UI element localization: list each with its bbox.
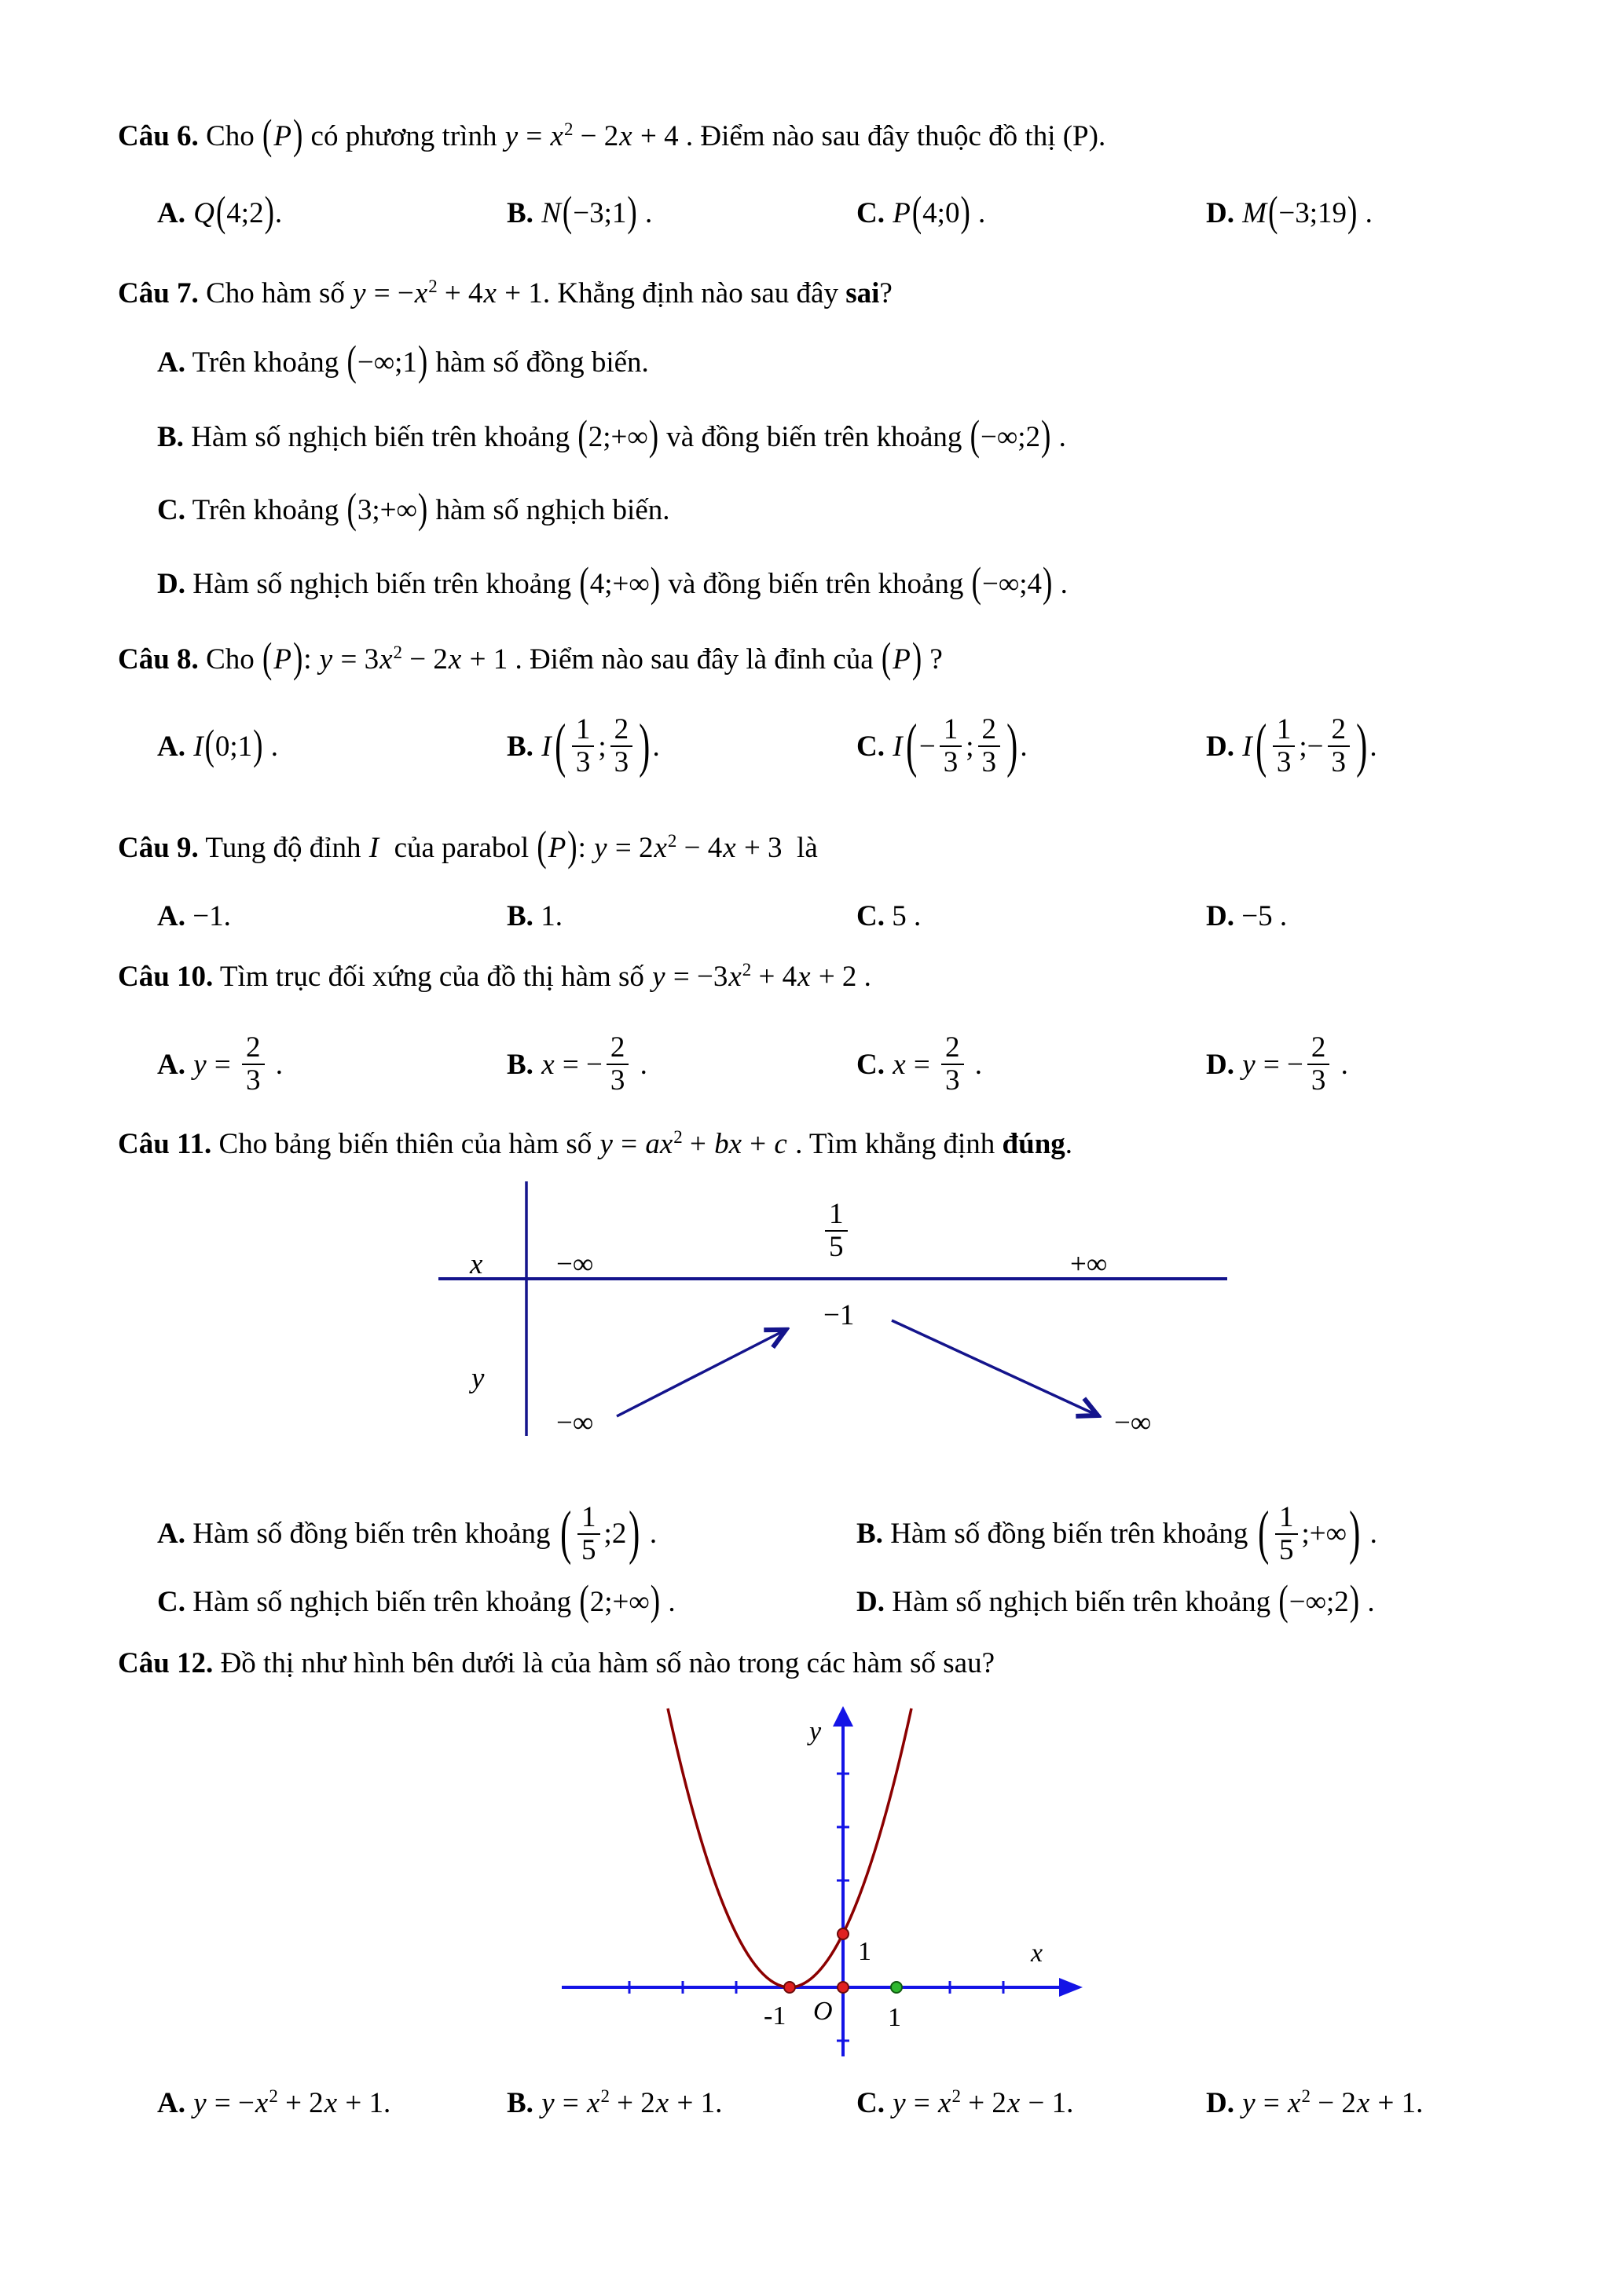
parabola-curve <box>668 1708 911 1987</box>
q9-answer-b: B. 1. <box>507 900 563 932</box>
table-y-label: y <box>471 1362 485 1394</box>
variation-table <box>432 1177 1234 1483</box>
x-axis-label: x <box>1031 1939 1043 1968</box>
x-plus1-label: 1 <box>888 2003 901 2032</box>
point-1-0 <box>891 1982 902 1993</box>
table-x-vertex-value: $\frac{1}{5}$ <box>821 1199 852 1263</box>
point-0-1 <box>838 1928 849 1939</box>
table-x-right-limit: +∞ <box>1070 1248 1108 1280</box>
q11-answer-d: D. Hàm số nghịch biến trên khoảng (−∞;2) . <box>856 1577 1375 1625</box>
decrease-arrow <box>892 1320 1096 1415</box>
question-12-text: Câu 12. Đồ thị như hình bên dưới là của hàm số nào trong các hàm số sau? <box>118 1647 995 1679</box>
y-plus1-label: 1 <box>858 1937 871 1966</box>
parabola-figure-canvas <box>550 1705 1179 2066</box>
q8-answer-c: C. I ( − $\frac{1}{3}$ ; $\frac{2}{3}$ ) . <box>856 712 1028 780</box>
q9-answer-a: A. −1. <box>157 900 231 932</box>
question-11-answers-row-1 <box>0 1477 1624 1591</box>
question-11-text: Câu 11. Cho bảng biến thiên của hàm số $y = ax^2$ + bx + c . Tìm khẳng định đúng. <box>118 1127 1073 1160</box>
q8-answer-d: D. I ( $\frac{1}{3}$ ;− $\frac{2}{3}$ ) . <box>1206 712 1377 780</box>
q11-answer-b: B. Hàm số đồng biến trên khoảng ( $\frac{1}{5}$ ;+∞ ) . <box>856 1500 1377 1567</box>
x-minus1-label: -1 <box>764 2001 786 2031</box>
x-axis-arrowhead <box>1059 1978 1083 1997</box>
question-8-answers <box>0 691 1624 801</box>
q10-answer-b: B. x = − $\frac{2}{3}$ . <box>507 1031 647 1097</box>
q7-answer-a: A. Trên khoảng (−∞;1) hàm số đồng biến. <box>157 338 649 386</box>
question-12-answers <box>0 2086 1624 2133</box>
q12-answer-c: C. $y = x^2 + 2x - 1$. <box>856 2086 1074 2119</box>
table-y-right-limit: −∞ <box>1114 1407 1152 1439</box>
q12-answer-b: B. $y = x^2 + 2x + 1$. <box>507 2086 723 2119</box>
q11-answer-a: A. Hàm số đồng biến trên khoảng ( $\frac{1}{5}$ ;2 ) . <box>157 1500 658 1567</box>
q7-answer-c: C. Trên khoảng (3;+∞) hàm số nghịch biến. <box>157 485 670 533</box>
q6-answer-a: A. Q(4;2). <box>157 189 283 236</box>
question-9-text: Câu 9. Tung độ đỉnh I của parabol (P): $y = 2x^2 - 4x + 3$ là <box>118 823 818 871</box>
parabola-figure <box>550 1705 1179 2066</box>
question-10-answers <box>0 1009 1624 1119</box>
point-vertex-minus1-0 <box>784 1982 795 1993</box>
q12-answer-a: A. $y = -x^2 + 2x + 1$. <box>157 2086 391 2119</box>
y-axis-arrowhead <box>833 1706 853 1727</box>
question-11-answers-row-2 <box>0 1577 1624 1632</box>
q8-answer-b: B. I ( $\frac{1}{3}$ ; $\frac{2}{3}$ ) . <box>507 712 660 780</box>
question-6-answers <box>0 189 1624 244</box>
origin-label: O <box>813 1997 833 2026</box>
question-9-answers <box>0 899 1624 947</box>
q11-answer-c: C. Hàm số nghịch biến trên khoảng (2;+∞) . <box>157 1577 676 1625</box>
table-y-left-limit: −∞ <box>556 1407 594 1439</box>
question-8-text: Câu 8. Cho (P): $y = 3x^2 - 2x + 1$ . Điểm nào sau đây là đỉnh của (P) ? <box>118 635 943 683</box>
point-origin <box>838 1982 849 1993</box>
q12-answer-d: D. $y = x^2 - 2x + 1$. <box>1206 2086 1424 2119</box>
question-10-text: Câu 10. Tìm trục đối xứng của đồ thị hàm số $y = -3x^2 + 4x + 2$ . <box>118 960 871 993</box>
q6-answer-d: D. M(−3;19) . <box>1206 189 1373 236</box>
q8-answer-a: A. I ( 0;1 ) . <box>157 722 278 769</box>
q6-answer-b: B. N(−3;1) . <box>507 189 653 236</box>
q7-answer-b: B. Hàm số nghịch biến trên khoảng (2;+∞) và đồng biến trên khoảng (−∞;2) . <box>157 412 1066 460</box>
q7-answer-d: D. Hàm số nghịch biến trên khoảng (4;+∞) và đồng biến trên khoảng (−∞;4) . <box>157 559 1068 607</box>
table-y-max-value: −1 <box>823 1299 855 1331</box>
q10-answer-a: A. y = $\frac{2}{3}$ . <box>157 1031 284 1097</box>
question-7-text: Câu 7. Cho hàm số $y = -x^2 + 4x + 1$. Khẳng định nào sau đây sai? <box>118 276 893 309</box>
q10-answer-c: C. x = $\frac{2}{3}$ . <box>856 1031 983 1097</box>
table-x-label: x <box>470 1248 483 1280</box>
q9-answer-d: D. −5 . <box>1206 900 1288 932</box>
question-6-text: Câu 6. Cho (P) có phương trình $y = x^2 - 2x + 4$ . Điểm nào sau đây thuộc đồ thị (P). <box>118 112 1106 159</box>
y-axis-label: y <box>809 1717 822 1746</box>
increase-arrow <box>617 1331 784 1416</box>
q9-answer-c: C. 5 . <box>856 900 922 932</box>
table-x-left-limit: −∞ <box>556 1248 594 1280</box>
q10-answer-d: D. y = − $\frac{2}{3}$ . <box>1206 1031 1348 1097</box>
q6-answer-c: C. P(4;0) . <box>856 189 986 236</box>
